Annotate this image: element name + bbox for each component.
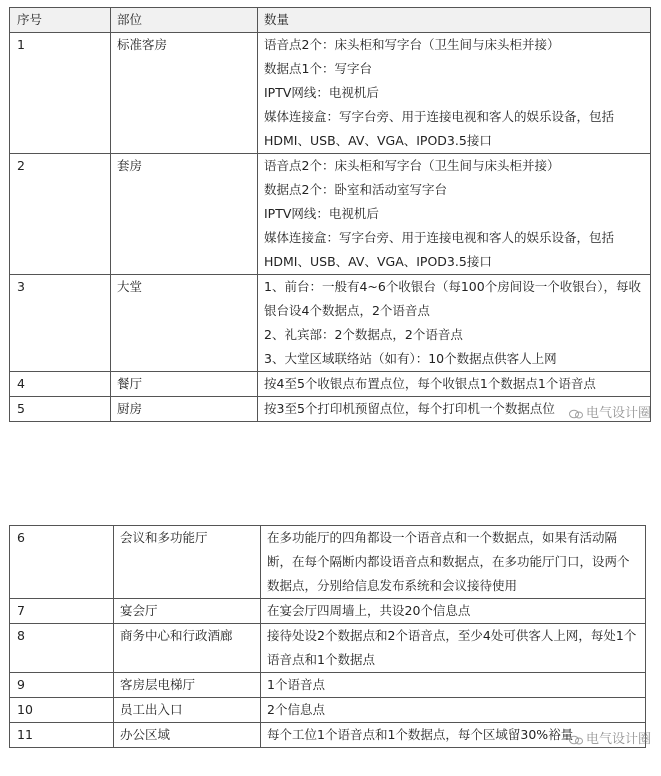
row-area: 商务中心和行政酒廊 [114,624,261,673]
quantity-line: IPTV网线：电视机后 [264,85,379,100]
table-row [10,673,646,698]
header-no: 序号 [10,8,111,33]
table-row [10,599,646,624]
table-row [10,526,646,599]
row-no: 2 [10,154,111,275]
row-quantity [258,275,651,372]
row-no: 4 [10,372,111,397]
row-area: 客房层电梯厅 [114,673,261,698]
points-table-1 [9,7,651,422]
row-no: 9 [10,673,114,698]
quantity-paragraph: 1、前台：一般有4~6个收银台（每100个房间设一个收银台），每收银台设4个数据点，2个语音点 [264,279,641,318]
row-area: 厨房 [111,397,258,422]
table-row [10,397,651,422]
quantity-line: 3、大堂区域联络站（如有）：10个数据点供客人上网 [264,351,557,366]
row-quantity: 在宴会厅四周墙上，共设20个信息点 [261,599,646,624]
watermark [569,728,651,747]
row-quantity: 2个信息点 [261,698,646,723]
points-table-2 [9,525,646,748]
table-row [10,275,651,372]
header-quantity: 数量 [258,8,651,33]
row-no: 7 [10,599,114,624]
row-area: 办公区域 [114,723,261,748]
row-quantity: 每个工位1个语音点和1个数据点，每个区域留30%裕量 [261,723,646,748]
quantity-line: 语音点2个：床头柜和写字台（卫生间与床头柜并接） [264,37,560,52]
row-no: 1 [10,33,111,154]
table-row [10,624,646,673]
row-area: 员工出入口 [114,698,261,723]
watermark-text: 电气设计圈 [585,406,651,421]
row-quantity: 按3至5个打印机预留点位，每个打印机一个数据点位 [258,397,651,422]
quantity-line: 语音点2个：床头柜和写字台（卫生间与床头柜并接） [264,158,560,173]
row-area: 大堂 [111,275,258,372]
quantity-paragraph: 媒体连接盒：写字台旁、用于连接电视和客人的娱乐设备，包括HDMI、USB、AV、VGA、IPOD3.5接口 [264,230,615,269]
row-no: 10 [10,698,114,723]
row-area: 标准客房 [111,33,258,154]
header-row [10,8,651,33]
row-no: 11 [10,723,114,748]
row-quantity: 在多功能厅的四角都设一个语音点和一个数据点，如果有活动隔断，在每个隔断内都设语音点和数据点，在多功能厅门口，设两个数据点，分别给信息发布系统和会议接待使用 [261,526,646,599]
quantity-line: 数据点1个：写字台 [264,61,372,76]
row-quantity: 按4至5个收银点布置点位，每个收银点1个数据点1个语音点 [258,372,651,397]
quantity-paragraph: 媒体连接盒：写字台旁、用于连接电视和客人的娱乐设备，包括HDMI、USB、AV、VGA、IPOD3.5接口 [264,109,615,148]
table-row [10,33,651,154]
header-area: 部位 [111,8,258,33]
wechat-icon [569,409,583,419]
row-quantity: 1个语音点 [261,673,646,698]
table-row [10,698,646,723]
row-no: 5 [10,397,111,422]
table-row [10,154,651,275]
row-quantity: 接待处设2个数据点和2个语音点，至少4处可供客人上网，每处1个语音点和1个数据点 [261,624,646,673]
row-quantity [258,33,651,154]
row-area: 餐厅 [111,372,258,397]
row-no: 3 [10,275,111,372]
row-area: 会议和多功能厅 [114,526,261,599]
table-row [10,372,651,397]
watermark-text: 电气设计圈 [585,732,651,747]
row-no: 6 [10,526,114,599]
watermark [569,402,651,421]
wechat-icon [569,735,583,745]
row-no: 8 [10,624,114,673]
row-area: 宴会厅 [114,599,261,624]
table-row [10,723,646,748]
row-area: 套房 [111,154,258,275]
quantity-line: 数据点2个：卧室和活动室写字台 [264,182,447,197]
quantity-line: 2、礼宾部：2个数据点，2个语音点 [264,327,463,342]
row-quantity [258,154,651,275]
quantity-line: IPTV网线：电视机后 [264,206,379,221]
